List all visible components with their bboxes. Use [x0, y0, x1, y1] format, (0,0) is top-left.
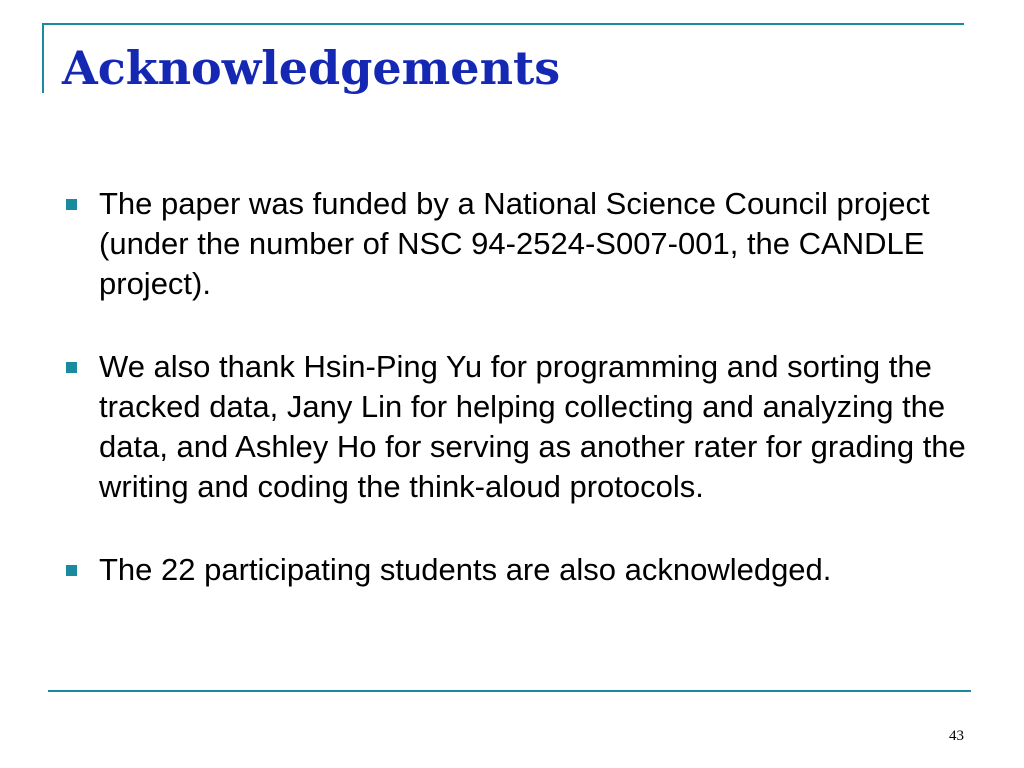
slide-title: Acknowledgements	[62, 41, 561, 95]
bullet-list	[62, 184, 992, 590]
top-rule	[42, 23, 964, 25]
square-bullet-icon	[66, 565, 77, 576]
bullet-text: We also thank Hsin-Ping Yu for programming and sorting the tracked data, Jany Lin for helping collecting and analyzing the data, and Ashley Ho for serving as another rater for grading the writing and coding the think-aloud protocols.	[99, 349, 966, 504]
bullet-text: The paper was funded by a National Science Council project (under the number of NSC 94-2524-S007-001, the CANDLE project).	[99, 186, 930, 301]
page-number: 43	[949, 728, 964, 744]
left-rule	[42, 23, 44, 93]
bullet-item	[62, 184, 992, 304]
bullet-item	[62, 550, 992, 590]
square-bullet-icon	[66, 362, 77, 373]
bullet-text: The 22 participating students are also acknowledged.	[99, 552, 832, 587]
square-bullet-icon	[66, 199, 77, 210]
bullet-item	[62, 347, 992, 507]
bottom-rule	[48, 690, 971, 692]
